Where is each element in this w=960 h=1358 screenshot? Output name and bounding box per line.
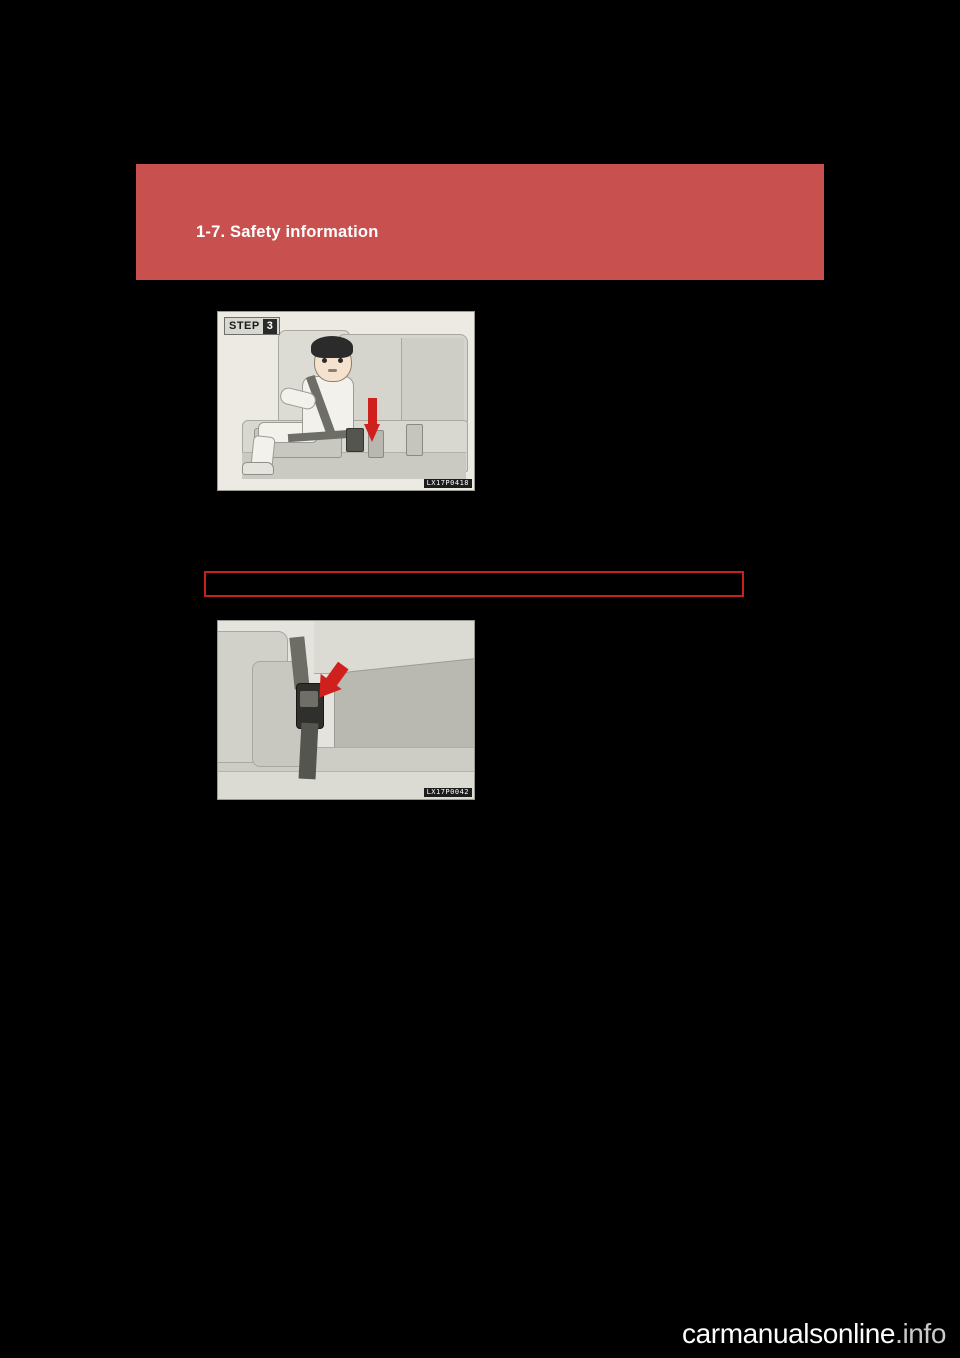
step-badge (224, 317, 280, 335)
section-header-band (136, 164, 824, 280)
child-eye-right (338, 358, 343, 363)
page-title: 1-7. Safety information (196, 223, 379, 241)
child-hair (311, 336, 353, 358)
figure-image-code: LX17P0418 (424, 479, 472, 488)
rear-seatback-right-inner (401, 338, 464, 420)
watermark-primary: carmanualsonline (682, 1318, 896, 1349)
highlighted-caption-box (204, 571, 744, 597)
child-shoe (242, 462, 274, 475)
child-mouth (328, 369, 337, 372)
seat-belt-webbing-lower (299, 723, 319, 780)
step-3-child-booster-illustration (217, 311, 475, 491)
watermark-suffix: .info (895, 1318, 946, 1349)
down-arrow-icon (364, 398, 380, 444)
seat-belt-tongue (346, 428, 364, 452)
step-badge-number: 3 (263, 319, 277, 334)
step-badge-word: STEP (229, 319, 260, 332)
adjacent-buckle-receptacle (406, 424, 423, 456)
watermark (682, 1318, 946, 1350)
figure-image-code: LX17P0042 (424, 788, 472, 797)
child-eye-left (322, 358, 327, 363)
seat-belt-buckle-illustration (217, 620, 475, 800)
